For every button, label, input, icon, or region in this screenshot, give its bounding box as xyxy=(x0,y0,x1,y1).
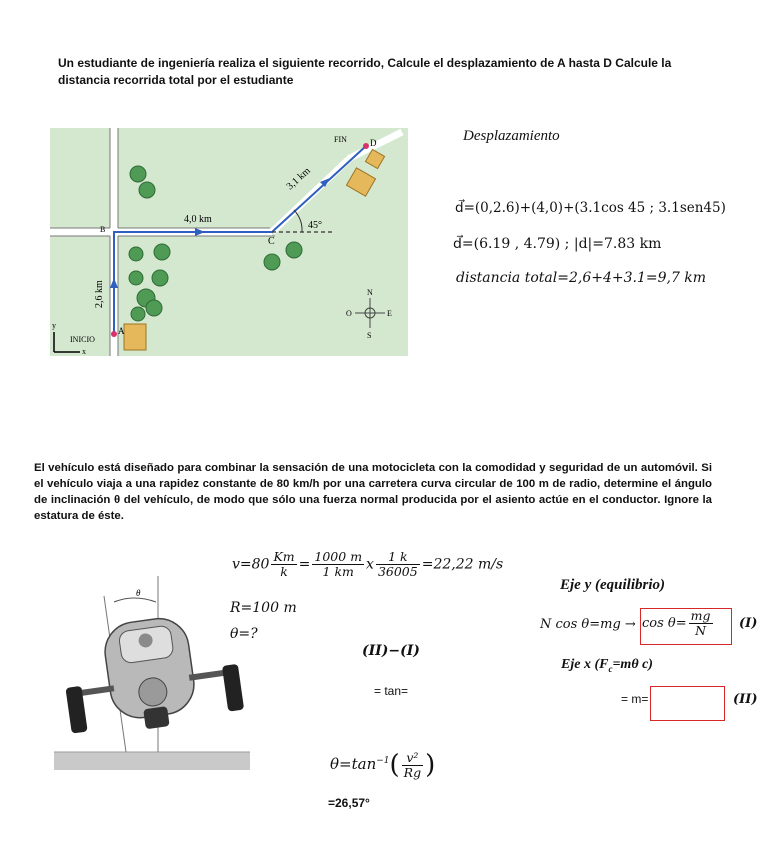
box1-num: mg xyxy=(690,608,711,623)
map-label-c: C xyxy=(268,236,275,247)
map-label-y: y xyxy=(52,321,56,330)
label-equation-ii: (II) xyxy=(733,692,758,707)
compass-n: N xyxy=(367,288,373,297)
velocity-frac2-num: 1000 m xyxy=(314,549,363,564)
velocity-frac1-den: k xyxy=(280,564,288,579)
map-label-inicio: INICIO xyxy=(70,335,95,344)
theta-formula-den: Rg xyxy=(403,764,422,780)
displacement-equation-2: d⃗=(6.19 , 4.79) ; |d|=7.83 km xyxy=(453,236,662,252)
velocity-equation xyxy=(232,550,503,579)
eje-x-rest: =mθ c) xyxy=(612,657,653,672)
velocity-frac3-den: 36005 xyxy=(377,564,418,579)
displacement-heading: Desplazamiento xyxy=(463,128,560,144)
label-equation-i: (I) xyxy=(739,616,758,631)
eje-x-subscript: c xyxy=(608,663,613,674)
displacement-equation-1: d⃗=(0,2.6)+(4,0)+(3.1cos 45 ; 3.1sen45) xyxy=(455,200,726,216)
theta-result: =26,57° xyxy=(328,796,370,810)
radius-equation: R=100 m xyxy=(230,600,297,616)
vehicle-theta-label: θ xyxy=(136,588,141,598)
velocity-lhs: v=80 xyxy=(232,556,270,573)
eje-x-heading xyxy=(561,657,653,674)
route-map-figure xyxy=(50,128,408,356)
map-label-31km: 3,1 km xyxy=(284,165,313,193)
answer-box-2 xyxy=(650,686,725,721)
velocity-frac1-num: Km xyxy=(273,549,295,564)
map-label-26km: 2,6 km xyxy=(94,280,105,308)
map-label-b: B xyxy=(100,225,106,234)
map-label-45: 45° xyxy=(308,220,322,231)
box1-equation xyxy=(642,609,715,638)
theta-formula-exponent: −1 xyxy=(376,756,390,766)
compass-o: O xyxy=(346,309,352,318)
problem1-statement: Un estudiante de ingeniería realiza el siguiente recorrido, Calcule el desplazamiento de A hasta D Calcule la distancia recorrida total por el estudiante xyxy=(58,56,672,87)
tan-equation: = tan= xyxy=(374,684,409,698)
box1-lhs: cos θ= xyxy=(642,616,687,631)
leaning-vehicle-figure xyxy=(54,576,250,772)
total-distance-equation: distancia total=2,6+4+3.1=9,7 km xyxy=(456,270,707,286)
theta-unknown: θ=? xyxy=(230,626,258,642)
velocity-equals: = xyxy=(298,556,311,573)
velocity-frac2-den: 1 km xyxy=(322,564,354,579)
ii-minus-i-label: (II)−(I) xyxy=(362,643,420,659)
compass-s: S xyxy=(367,331,372,340)
velocity-frac3-num: 1 k xyxy=(376,550,420,565)
eje-y-heading: Eje y (equilibrio) xyxy=(560,577,665,593)
velocity-times: x xyxy=(366,556,374,573)
map-label-40km: 4,0 km xyxy=(184,214,212,225)
compass-e: E xyxy=(387,309,392,318)
theta-formula: $\theta=\tan^{-1}$( $\frac{\text{v²}}{Rg}$ ) xyxy=(330,749,436,780)
theta-formula-num: v² xyxy=(402,751,423,766)
normal-force-equation: N cos θ=mg → xyxy=(540,617,636,632)
m-equation: = m= xyxy=(621,692,649,706)
problem2-statement: El vehículo está diseñado para combinar la sensación de una motocicleta con la comodidad y seguridad de un automóvil. Si el vehículo viaja a una rapidez constante de 80 km/h por una carretera curva circular de 100 m de radio, determine el ángulo de inclinación θ del vehículo, de modo que sólo una fuerza normal producida por el asiento actúe en el conductor. Ignore la estatura de éste. xyxy=(34,462,712,522)
box1-den: N xyxy=(695,623,707,638)
map-label-fin: FIN xyxy=(334,135,347,144)
map-label-x: x xyxy=(82,347,86,356)
eje-x-text: Eje x (F xyxy=(561,657,609,672)
map-label-d: D xyxy=(370,138,377,148)
theta-formula-lhs: θ=tan xyxy=(330,755,377,773)
map-label-a: A xyxy=(118,326,125,336)
velocity-result: =22,22 m/s xyxy=(421,556,504,573)
